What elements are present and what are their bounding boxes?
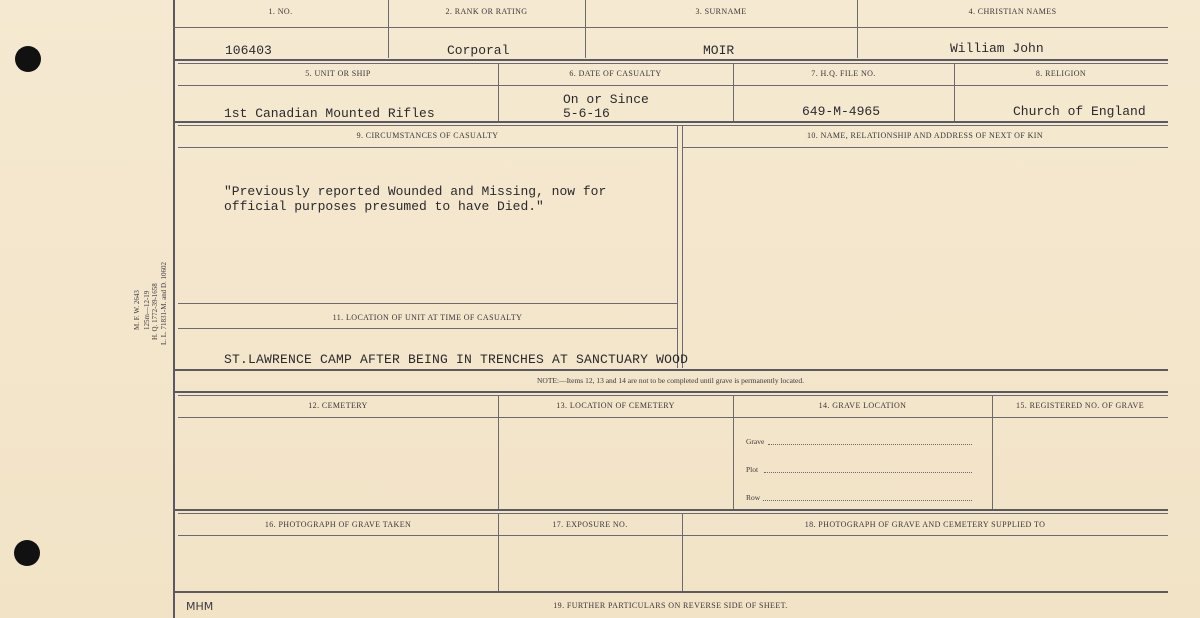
side-print-line: H. Q. 1772-39-1658 xyxy=(151,283,159,340)
header-registered-no: 15. REGISTERED NO. OF GRAVE xyxy=(1016,401,1144,410)
divider xyxy=(733,395,734,509)
header-next-of-kin: 10. NAME, RELATIONSHIP AND ADDRESS OF NEXT OF KIN xyxy=(806,131,1044,140)
value-christian-names: William John xyxy=(950,41,1044,56)
grave-field-label: Grave xyxy=(746,437,765,446)
value-hq-file: 649-M-4965 xyxy=(802,104,881,119)
note-text: NOTE:—Items 12, 13 and 14 are not to be completed until grave is permanently located. xyxy=(536,376,804,385)
row3-top-rule xyxy=(178,125,1168,126)
header-photo-supplied: 18. PHOTOGRAPH OF GRAVE AND CEMETERY SUPPLIED TO xyxy=(804,520,1046,529)
header-unit: 5. UNIT OR SHIP xyxy=(305,69,371,78)
header-location-cemetery: 13. LOCATION OF CEMETERY xyxy=(556,401,675,410)
left-border xyxy=(173,0,175,618)
header-photo-taken: 16. PHOTOGRAPH OF GRAVE TAKEN xyxy=(264,520,412,529)
header-surname: 3. SURNAME xyxy=(695,7,747,16)
header-christian-names: 4. CHRISTIAN NAMES xyxy=(968,7,1057,16)
row4-header-rule xyxy=(178,417,1168,418)
header-cemetery: 12. CEMETERY xyxy=(308,401,368,410)
side-print-line: M. F. W. 2643 xyxy=(133,290,141,330)
row4-bottom-rule xyxy=(173,509,1168,511)
header-rank: 2. RANK OR RATING xyxy=(445,7,528,16)
divider xyxy=(682,125,683,368)
side-print-line: L. L. 71831-M. and D. 10602 xyxy=(160,261,168,345)
row5-bottom-rule xyxy=(173,591,1168,593)
row1-bottom-rule xyxy=(173,59,1168,61)
value-circumstances-line1: "Previously reported Wounded and Missing, now for xyxy=(224,184,607,199)
location-top-rule xyxy=(178,303,677,304)
plot-field-label: Plot xyxy=(746,465,759,474)
header-grave-location: 14. GRAVE LOCATION xyxy=(818,401,907,410)
value-rank: Corporal xyxy=(447,43,510,58)
header-hq-file: 7. H.Q. FILE NO. xyxy=(811,69,876,78)
punch-hole-top xyxy=(15,46,41,72)
row2-bottom-rule xyxy=(173,121,1168,123)
value-circumstances-line2: official purposes presumed to have Died." xyxy=(224,199,544,214)
row5-header-rule xyxy=(178,535,1168,536)
header-further-particulars: 19. FURTHER PARTICULARS ON REVERSE SIDE OF SHEET. xyxy=(553,601,788,610)
note-top-rule xyxy=(173,369,1168,371)
divider xyxy=(992,395,993,509)
row1-header-rule xyxy=(173,27,1168,28)
row-field-dots xyxy=(763,500,972,501)
row-field-label: Row xyxy=(746,493,761,502)
header-religion: 8. RELIGION xyxy=(1035,69,1087,78)
row5-top-rule xyxy=(178,513,1168,514)
location-header-rule xyxy=(178,328,677,329)
kin-header-rule xyxy=(682,147,1168,148)
row2-header-rule xyxy=(178,85,1168,86)
header-location-unit: 11. LOCATION OF UNIT AT TIME OF CASUALTY xyxy=(332,313,523,322)
punch-hole-bottom xyxy=(14,540,40,566)
row4-top-rule xyxy=(178,395,1168,396)
value-no: 106403 xyxy=(225,43,272,58)
value-date-line2: 5-6-16 xyxy=(563,106,610,121)
circumstances-header-rule xyxy=(178,147,677,148)
side-print-line: 125m—12-19 xyxy=(143,290,151,330)
header-date: 6. DATE OF CASUALTY xyxy=(569,69,662,78)
grave-field-dots xyxy=(768,444,972,445)
divider xyxy=(677,125,678,368)
header-exposure: 17. EXPOSURE NO. xyxy=(552,520,628,529)
row2-top-rule xyxy=(178,63,1168,64)
plot-field-dots xyxy=(764,472,972,473)
value-religion: Church of England xyxy=(1013,104,1146,119)
clerk-initials: MHM xyxy=(186,600,214,613)
header-no: 1. NO. xyxy=(268,7,293,16)
value-date-line1: On or Since xyxy=(563,92,649,107)
value-surname: MOIR xyxy=(703,43,735,58)
note-bottom-rule xyxy=(173,391,1168,393)
header-circumstances: 9. CIRCUMSTANCES OF CASUALTY xyxy=(356,131,499,140)
value-location-unit: ST.LAWRENCE CAMP AFTER BEING IN TRENCHES AT SANCTUARY WOOD xyxy=(224,352,689,367)
divider xyxy=(498,395,499,509)
value-unit: 1st Canadian Mounted Rifles xyxy=(224,106,435,121)
